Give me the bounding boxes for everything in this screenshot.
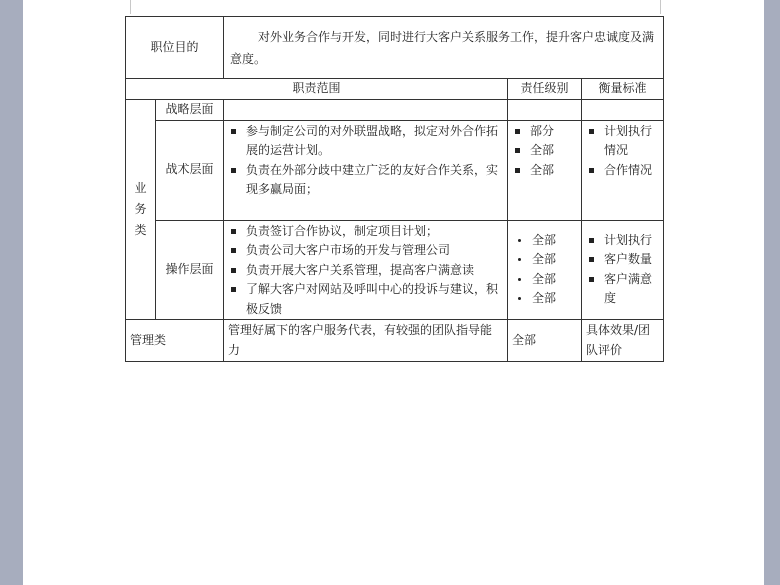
list-item: 全部 — [512, 270, 577, 290]
list-item: 负责在外部分歧中建立广泛的友好合作关系，实现多赢局面； — [228, 161, 503, 200]
strategic-measure — [582, 100, 664, 121]
operational-label: 操作层面 — [156, 220, 224, 320]
list-item: 部分 — [512, 122, 577, 142]
strategic-row — [126, 100, 664, 121]
job-description-table — [125, 16, 664, 362]
tactical-measure-list — [586, 122, 659, 181]
management-measure: 具体效果/团队评价 — [582, 320, 664, 362]
management-duty: 管理好属下的客户服务代表，有较强的团队指导能力 — [224, 320, 508, 362]
business-label-char: 业 — [134, 181, 147, 195]
management-level: 全部 — [508, 320, 582, 362]
tactical-duty-list — [228, 122, 503, 200]
list-item: 全部 — [512, 161, 577, 181]
operational-row — [126, 220, 664, 320]
header-row — [126, 79, 664, 100]
business-label-char: 务 — [134, 202, 147, 216]
purpose-label: 职位目的 — [126, 17, 224, 79]
header-measure: 衡量标准 — [582, 79, 664, 100]
purpose-row — [126, 17, 664, 79]
list-item: 计划执行 — [586, 231, 659, 251]
strategic-label: 战略层面 — [156, 100, 224, 121]
list-item: 负责开展大客户关系管理，提高客户满意读 — [228, 261, 503, 281]
crop-mark-right — [660, 0, 661, 14]
management-row — [126, 320, 664, 362]
business-label-char: 类 — [134, 223, 147, 237]
list-item: 合作情况 — [586, 161, 659, 181]
list-item: 全部 — [512, 250, 577, 270]
operational-measure-list — [586, 231, 659, 309]
header-level: 责任级别 — [508, 79, 582, 100]
list-item: 负责签订合作协议，制定项目计划； — [228, 222, 503, 242]
operational-measures — [582, 220, 664, 320]
tactical-label: 战术层面 — [156, 120, 224, 220]
list-item: 全部 — [512, 289, 577, 309]
document-page — [23, 0, 764, 585]
list-item: 全部 — [512, 231, 577, 251]
list-item: 客户数量 — [586, 250, 659, 270]
operational-levels — [508, 220, 582, 320]
management-label: 管理类 — [126, 320, 224, 362]
operational-duty-list — [228, 222, 503, 320]
strategic-duties — [224, 100, 508, 121]
operational-level-list — [512, 231, 577, 309]
tactical-level-list — [512, 122, 577, 181]
crop-mark-left — [130, 0, 131, 14]
tactical-duties — [224, 120, 508, 220]
tactical-row — [126, 120, 664, 220]
purpose-text: 对外业务合作与开发，同时进行大客户关系服务工作，提升客户忠诚度及满意度。 — [224, 17, 664, 79]
list-item: 负责公司大客户市场的开发与管理公司 — [228, 241, 503, 261]
operational-duties — [224, 220, 508, 320]
tactical-measures — [582, 120, 664, 220]
list-item: 参与制定公司的对外联盟战略，拟定对外合作拓展的运营计划。 — [228, 122, 503, 161]
header-scope: 职责范围 — [126, 79, 508, 100]
business-category-label — [126, 100, 156, 320]
list-item: 客户满意度 — [586, 270, 659, 309]
strategic-level — [508, 100, 582, 121]
list-item: 了解大客户对网站及呼叫中心的投诉与建议，积极反馈 — [228, 280, 503, 319]
list-item: 计划执行情况 — [586, 122, 659, 161]
list-item: 全部 — [512, 141, 577, 161]
tactical-levels — [508, 120, 582, 220]
